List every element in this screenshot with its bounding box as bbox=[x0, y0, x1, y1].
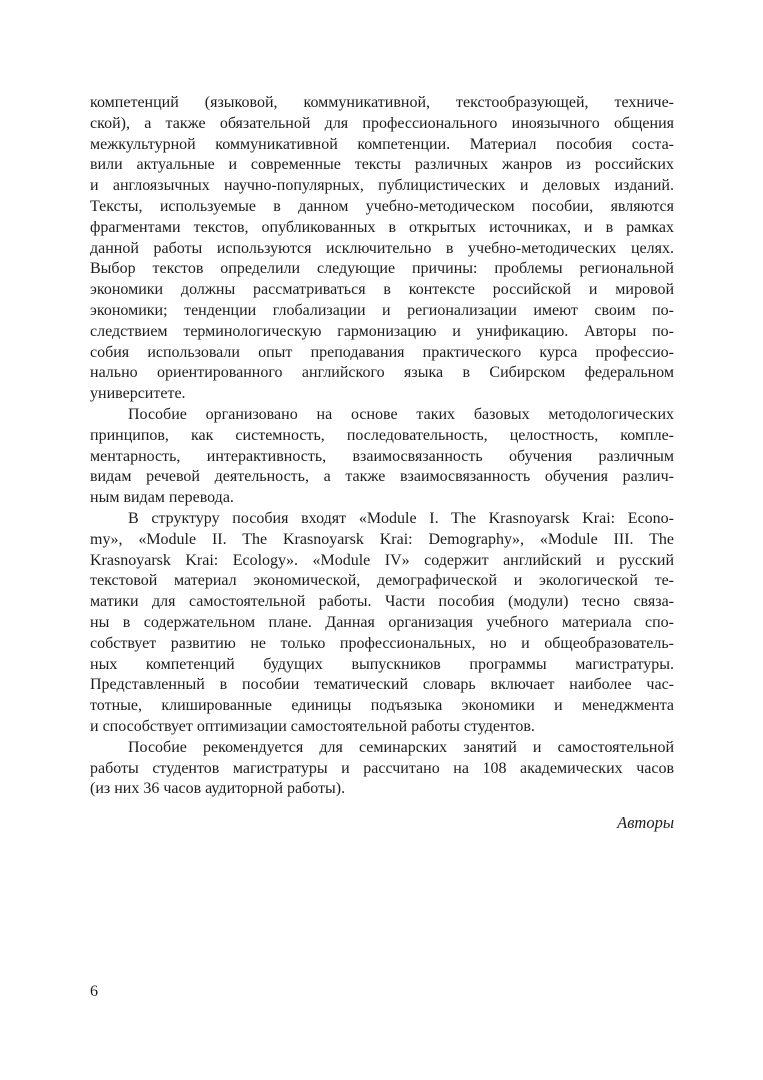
text-line: ных компетенций будущих выпускников программы магистратуры. bbox=[90, 655, 674, 673]
text-line: тотные, клишированные единицы подъязыка экономики и менеджмента bbox=[90, 697, 674, 715]
text-line: следствием терминологическую гармонизацию и унификацию. Авторы по- bbox=[90, 322, 674, 340]
text-line: Выбор текстов определили следующие причины: проблемы региональной bbox=[90, 260, 674, 278]
text-line: собствует развитию не только профессиональных, но и общеобразователь- bbox=[90, 634, 674, 652]
text-line: видам речевой деятельность, а также взаимосвязанность обучения различ- bbox=[90, 468, 674, 486]
paragraph-4 bbox=[90, 738, 674, 800]
text-line: и способствует оптимизации самостоятельной работы студентов. bbox=[90, 717, 535, 735]
text-line: Представленный в пособии тематический словарь включает наиболее час- bbox=[90, 676, 674, 694]
text-line: ным видам перевода. bbox=[90, 489, 234, 507]
text-line: принципов, как системность, последовательность, целостность, компле- bbox=[90, 426, 674, 444]
text-line: и англоязычных научно-популярных, публицистических и деловых изданий. bbox=[90, 177, 674, 195]
text-line: нально ориентированного английского языка в Сибирском федеральном bbox=[90, 364, 674, 382]
text-line: ской), а также обязательной для профессионального иноязычного общения bbox=[90, 114, 674, 132]
text-line: межкультурной коммуникативной компетенции. Материал пособия соста- bbox=[90, 135, 674, 153]
authors-signature: Авторы bbox=[617, 813, 674, 833]
text-line: экономики должны рассматриваться в контексте российской и мировой bbox=[90, 281, 674, 299]
paragraph-3 bbox=[90, 509, 674, 738]
text-line: Тексты, используемые в данном учебно-методическом пособии, являются bbox=[90, 197, 674, 215]
page-number: 6 bbox=[90, 983, 98, 1000]
text-line: текстовой материал экономической, демографической и экологической те- bbox=[90, 572, 674, 590]
text-line: собия использовали опыт преподавания практического курса профессио- bbox=[90, 343, 674, 361]
text-line: (из них 36 часов аудиторной работы). bbox=[90, 780, 346, 798]
text-line: ментарность, интерактивность, взаимосвязанность обучения различным bbox=[90, 447, 674, 465]
text-line: работы студентов магистратуры и рассчитано на 108 академических часов bbox=[90, 759, 674, 777]
text-line: данной работы используются исключительно в учебно-методических целях. bbox=[90, 239, 674, 257]
text-line: фрагментами текстов, опубликованных в открытых источниках, и в рамках bbox=[90, 218, 674, 236]
text-line: Krasnoyarsk Krai: Ecology». «Module IV» содержит английский и русский bbox=[90, 551, 674, 569]
text-line: компетенций (языковой, коммуникативной, текстообразующей, техниче- bbox=[90, 94, 674, 111]
text-line: университете. bbox=[90, 385, 186, 403]
text-line: вили актуальные и современные тексты различных жанров из российских bbox=[90, 156, 674, 174]
text-line: экономики; тенденции глобализации и регионализации имеют своим по- bbox=[90, 301, 674, 319]
text-line: В структуру пособия входят «Module I. The Krasnoyarsk Krai: Econo- bbox=[128, 509, 674, 527]
text-line: Пособие рекомендуется для семинарских занятий и самостоятельной bbox=[128, 738, 674, 756]
text-line: my», «Module II. The Krasnoyarsk Krai: Demography», «Module III. The bbox=[90, 530, 674, 548]
page-body-text bbox=[90, 93, 674, 834]
paragraph-1 bbox=[90, 93, 674, 405]
paragraph-2 bbox=[90, 405, 674, 509]
text-line: матики для самостоятельной работы. Части пособия (модули) тесно связа- bbox=[90, 593, 674, 611]
text-line: ны в содержательном плане. Данная организация учебного материала спо- bbox=[90, 613, 674, 631]
text-line: Пособие организовано на основе таких базовых методологических bbox=[128, 405, 674, 423]
